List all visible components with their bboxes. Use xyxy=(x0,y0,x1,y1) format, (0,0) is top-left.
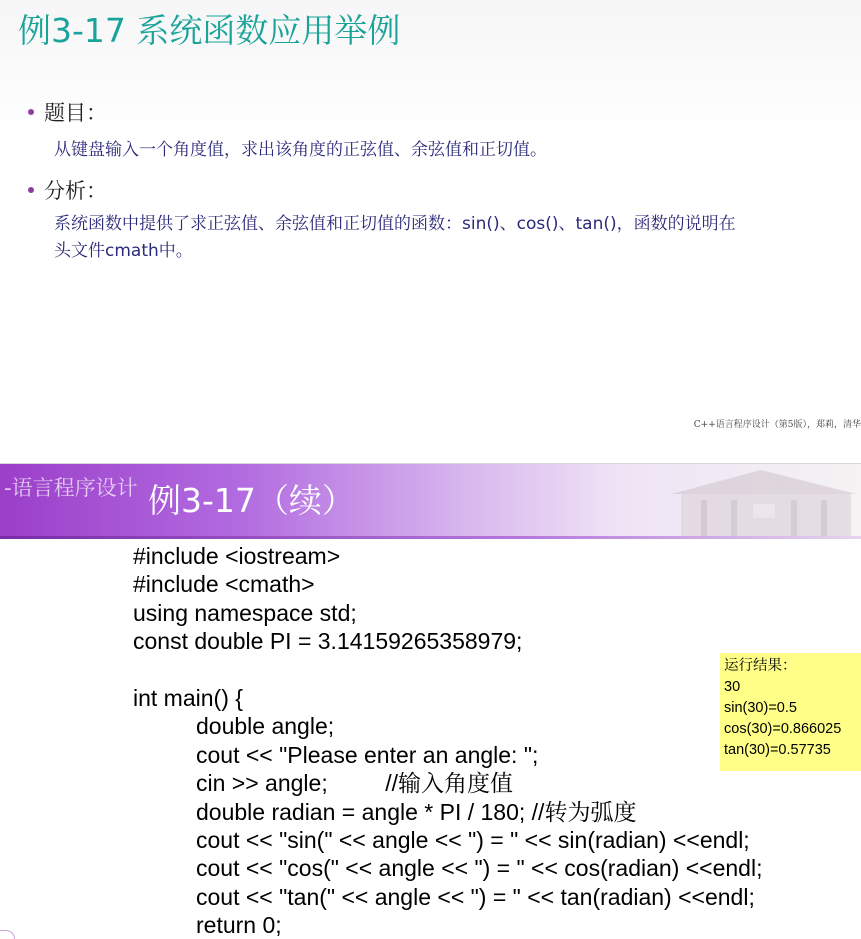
bullet-heading: 分析： xyxy=(44,179,107,203)
code-line: #include <iostream> xyxy=(133,543,341,569)
result-heading: 运行结果： xyxy=(724,658,797,674)
text-line: 头文件cmath中。 xyxy=(54,241,193,261)
code-block xyxy=(133,542,762,939)
slide-problem xyxy=(0,0,861,464)
bullet-problem xyxy=(28,97,107,127)
slide-header-banner xyxy=(0,464,861,536)
course-watermark: -语言程序设计 xyxy=(4,476,138,500)
text-line: 系统函数中提供了求正弦值、余弦值和正切值的函数：sin()、cos()、tan()，函数的说明在 xyxy=(54,214,736,234)
analysis-text xyxy=(54,211,844,265)
slide-footer: C++语言程序设计（第5版），郑莉，清华 xyxy=(693,420,861,430)
code-line: using namespace std; xyxy=(133,599,357,626)
code-line: double radian = angle * PI / 180; //转为弧度 xyxy=(196,798,637,825)
corner-decoration xyxy=(0,930,15,939)
code-line: cout << "sin(" << angle << ") = " << sin(radian) <<endl; xyxy=(196,826,750,853)
code-line: cout << "Please enter an angle: "; xyxy=(196,741,539,768)
header-divider xyxy=(0,536,861,539)
problem-text xyxy=(54,137,844,164)
code-line: int main() { xyxy=(133,684,243,711)
building-watermark-icon xyxy=(661,464,861,536)
code-line: cout << "tan(" << angle << ") = " << tan(radian) <<endl; xyxy=(196,883,755,910)
result-line: 30 xyxy=(724,679,741,695)
bullet-dot-icon xyxy=(28,187,34,193)
bullet-dot-icon xyxy=(28,109,34,115)
bullet-heading: 题目： xyxy=(44,101,107,125)
run-result-box xyxy=(720,653,861,771)
slide-code xyxy=(0,464,861,939)
code-line: double angle; xyxy=(196,713,335,740)
code-line: const double PI = 3.14159265358979; xyxy=(133,628,523,655)
result-line: tan(30)=0.57735 xyxy=(724,742,831,758)
result-line: sin(30)=0.5 xyxy=(724,700,797,716)
code-line: return 0; xyxy=(196,912,282,939)
code-line: cin >> angle; //输入角度值 xyxy=(196,770,514,797)
result-line: cos(30)=0.866025 xyxy=(724,721,842,737)
code-line: #include <cmath> xyxy=(133,571,315,598)
slide-title: 例3-17 系统函数应用举例 xyxy=(18,11,401,50)
text-line: 从键盘输入一个角度值，求出该角度的正弦值、余弦值和正切值。 xyxy=(54,140,547,160)
slide-title: 例3-17（续） xyxy=(148,481,355,520)
code-line xyxy=(133,656,762,684)
bullet-analysis xyxy=(28,175,107,205)
code-line: cout << "cos(" << angle << ") = " << cos(radian) <<endl; xyxy=(196,855,763,882)
